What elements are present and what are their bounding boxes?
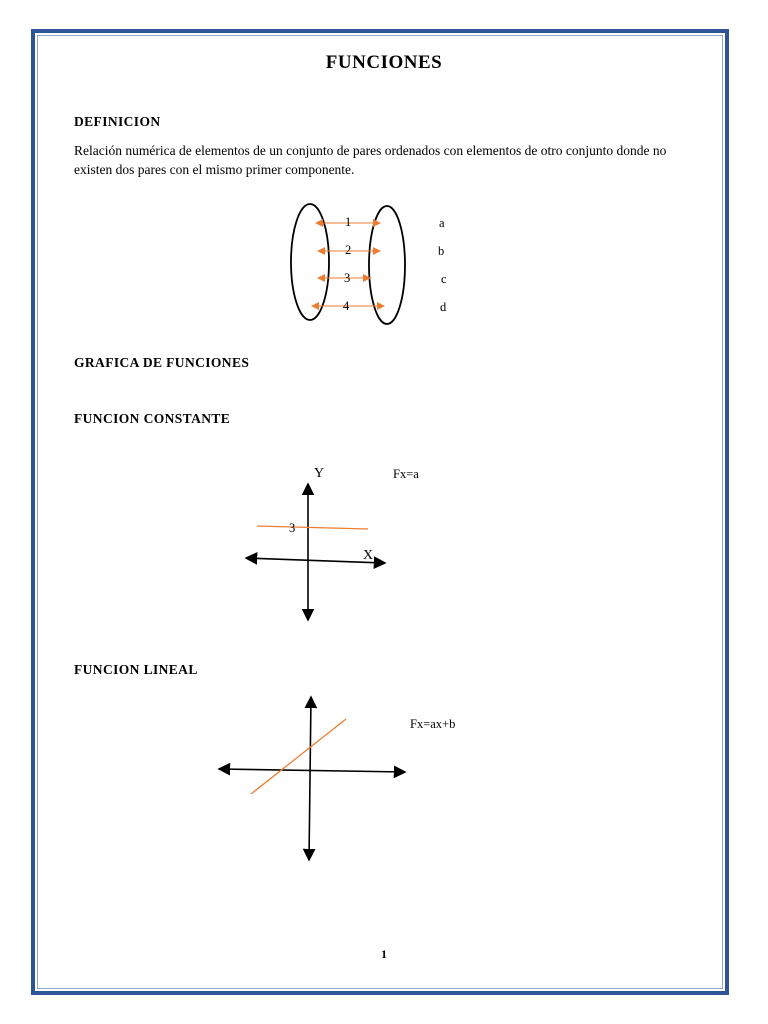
domain-element-3: 3	[344, 271, 351, 285]
constant-y-axis-label: Y	[314, 466, 325, 481]
linear-formula: Fx=ax+b	[410, 717, 456, 731]
definicion-heading: DEFINICION	[74, 114, 161, 129]
constante-heading: FUNCION CONSTANTE	[74, 411, 231, 426]
lineal-heading: FUNCION LINEAL	[74, 662, 198, 677]
grafica-heading: GRAFICA DE FUNCIONES	[74, 355, 250, 370]
codomain-element-a: a	[439, 216, 445, 230]
page-number: 1	[381, 947, 387, 961]
codomain-element-d: d	[440, 300, 447, 314]
codomain-element-b: b	[438, 244, 445, 258]
linear-function-graph	[219, 697, 405, 860]
linear-x-axis	[219, 769, 405, 772]
linear-y-axis	[309, 697, 311, 860]
domain-element-4: 4	[343, 299, 350, 313]
domain-set-ellipse	[291, 204, 329, 320]
constant-x-axis-label: X	[363, 548, 374, 563]
linear-function-line	[251, 719, 346, 794]
constant-formula: Fx=a	[393, 467, 419, 481]
definicion-text: Relación numérica de elementos de un conjunto de pares ordenados con elementos de otro conjunto donde no existen dos pares con el mismo primer componente.	[74, 143, 667, 177]
codomain-element-c: c	[441, 272, 447, 286]
constant-value-label: 3	[289, 521, 296, 535]
constant-function-line	[257, 526, 368, 529]
domain-element-2: 2	[345, 243, 352, 257]
page-title: FUNCIONES	[325, 52, 443, 73]
domain-element-1: 1	[345, 215, 352, 229]
